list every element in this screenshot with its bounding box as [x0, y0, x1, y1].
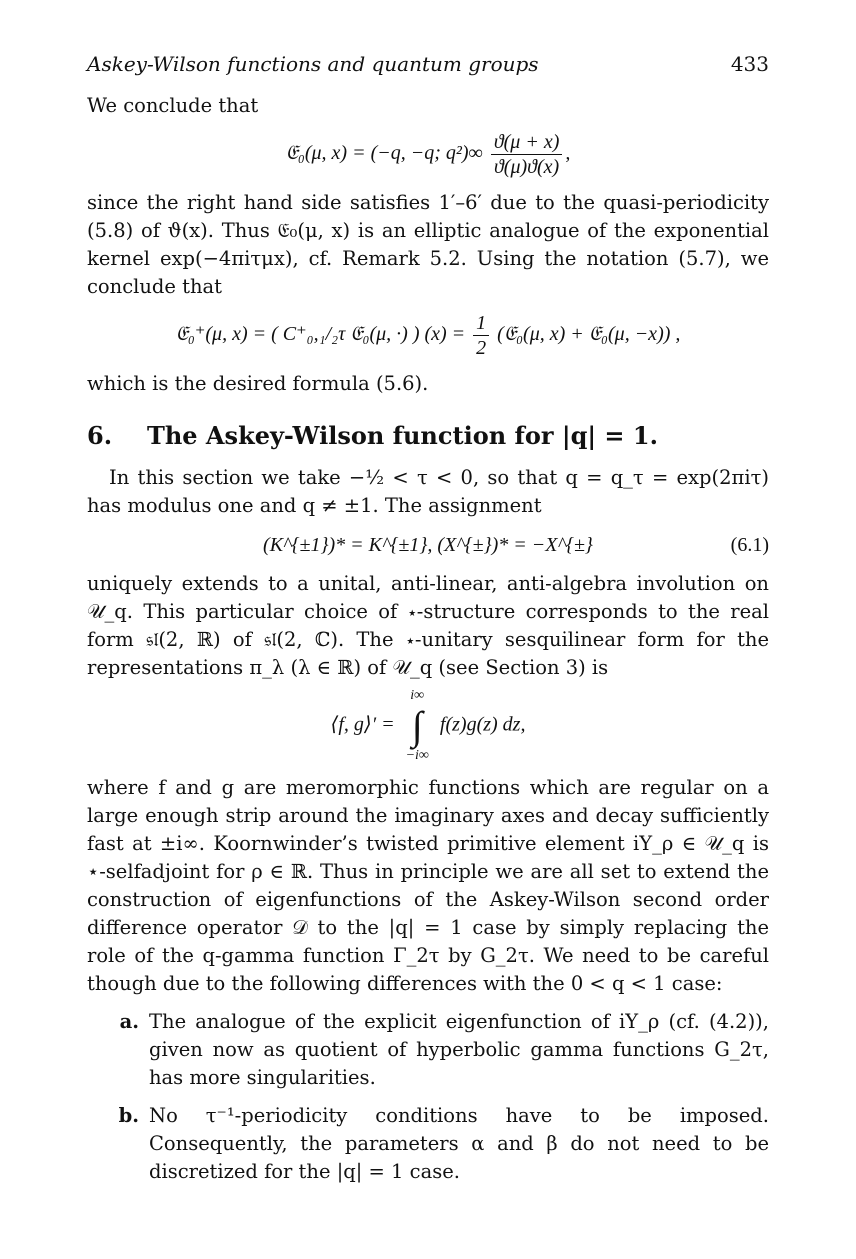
equation-e0-denominator: ϑ(μ)ϑ(x) [491, 154, 563, 179]
list-item-b-text: No τ⁻¹-periodicity conditions have to be imposed. Consequently, the parameters α and β do not need to be discretized for the |q| = 1 case. [149, 1104, 769, 1183]
page-number: 433 [730, 52, 769, 76]
page-body [87, 92, 769, 1219]
section-heading [87, 420, 769, 452]
equation-e0-fraction [491, 130, 563, 179]
list-item-a-text: The analogue of the explicit eigenfunction of iY_ρ (cf. (4.2)), given now as quotient of hyperbolic gamma functions G_2τ, has more singularities. [149, 1010, 769, 1089]
paragraph-3: In this section we take −½ < τ < 0, so that q = q_τ = exp(2πiτ) has modulus one and q ≠ ±1. The assignment [87, 466, 769, 517]
running-title: Askey-Wilson functions and quantum groups [87, 52, 539, 76]
integral-rhs: f(z)g(z) dz, [439, 713, 526, 736]
equation-e0-lhs: 𝔈₀(μ, x) = (−q, −q; q²)∞ [285, 142, 483, 165]
equation-e0-tail: , [565, 142, 571, 165]
equation-e0 [87, 130, 769, 179]
integral-sign-with-limits [406, 688, 429, 764]
paragraph-5: where f and g are meromorphic functions which are regular on a large enough strip around the imaginary axes and decay sufficiently fast at ±i∞. Koornwinder’s twisted primitive element iY_ρ ∈ 𝒰_q is ⋆-selfadjoint for ρ ∈ ℝ. Thus in principle we are all set to extend the construction of eigenfunctions of the Askey-Wilson second order difference operator 𝒟 to the |q| = 1 case by simply replacing the role of the q-gamma function Γ_2τ by G_2τ. We need to be careful though due to the following differences with the 0 < q < 1 case: [87, 776, 769, 995]
equation-6-1-body: (K^{±1})* = K^{±1}, (X^{±})* = −X^{±} [263, 534, 593, 556]
equation-e0-plus-fraction [473, 311, 489, 360]
integral-sign-icon: ∫ [411, 703, 423, 748]
equation-e0-plus-lhs: 𝔈₀⁺(μ, x) = ( C⁺₀,₁/₂τ 𝔈₀(μ, ·) ) (x) = [175, 323, 466, 346]
equation-6-1-number: (6.1) [730, 534, 769, 556]
paragraph-4: uniquely extends to a unital, anti-linear, anti-algebra involution on 𝒰_q. This particular choice of ⋆-structure corresponds to the real form 𝔰𝔩(2, ℝ) of 𝔰𝔩(2, ℂ). The ⋆-unitary sesquilinear form for the representations π_λ (λ ∈ ℝ) of 𝒰_q (see Section 3) is [87, 572, 769, 679]
list-item-b-label: b. [118, 1104, 139, 1127]
paragraph-2: which is the desired formula (5.6). [87, 372, 429, 395]
integral-upper-limit: i∞ [410, 688, 425, 703]
equation-e0-plus-frac-numerator: 1 [476, 312, 487, 334]
equation-e0-numerator: ϑ(μ + x) [493, 131, 560, 153]
equation-6-1 [87, 530, 769, 560]
running-header [87, 52, 769, 80]
section-title: The Askey-Wilson function for |q| = 1. [147, 421, 658, 450]
equation-sesquilinear-form [87, 688, 769, 764]
list-item-b [87, 1102, 769, 1186]
equation-e0-plus [87, 311, 769, 360]
intro-sentence: We conclude that [87, 94, 259, 117]
paragraph-1: since the right hand side satisfies 1′–6′ due to the quasi-periodicity (5.8) of ϑ(x). Thus 𝔈₀(μ, x) is an elliptic analogue of the exponential kernel exp(−4πiτμx), cf. Remark 5.2. Using the notation (5.7), we conclude that [87, 191, 769, 298]
equation-e0-plus-frac-denominator: 2 [473, 335, 489, 360]
list-item-a-label: a. [119, 1010, 139, 1033]
integral-lhs: ⟨f, g⟩′ = [330, 713, 395, 736]
section-number: 6. [87, 421, 113, 450]
list-item-a [87, 1008, 769, 1092]
equation-e0-plus-rhs: (𝔈₀(μ, x) + 𝔈₀(μ, −x)) , [497, 323, 681, 346]
integral-lower-limit: −i∞ [405, 748, 429, 763]
